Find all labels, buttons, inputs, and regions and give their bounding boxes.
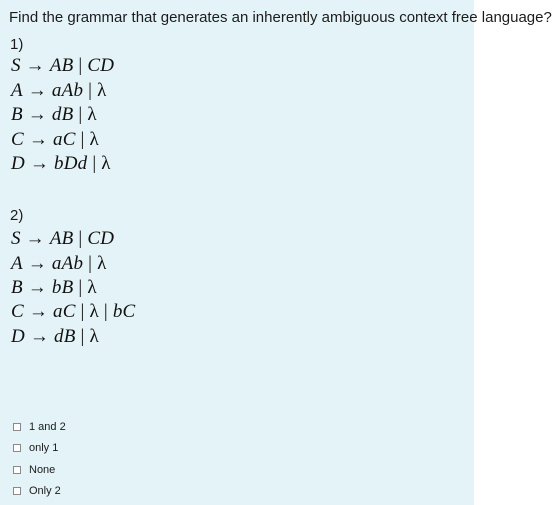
- grammar-2-rule-5: D → dB | λ: [11, 326, 99, 347]
- grammar-1-rule-4: C → aC | λ: [11, 129, 99, 150]
- radio-button[interactable]: [13, 487, 21, 495]
- option-1-and-2[interactable]: [13, 416, 66, 438]
- grammar-2-rule-2: A → aAb | λ: [11, 253, 107, 274]
- option-label: only 1: [29, 442, 59, 455]
- grammar-1-rule-1: S → AB | CD: [11, 55, 115, 76]
- answer-options: [13, 416, 66, 502]
- radio-button[interactable]: [13, 423, 21, 431]
- option-label: None: [29, 463, 56, 476]
- grammar-1-label: 1): [10, 36, 24, 53]
- option-none[interactable]: [13, 459, 66, 481]
- grammar-2-label: 2): [10, 207, 24, 224]
- option-only-2[interactable]: [13, 481, 66, 503]
- grammar-2-rule-4: C → aC | λ | bC: [11, 301, 136, 322]
- radio-button[interactable]: [13, 466, 21, 474]
- grammar-2-rule-3: B → bB | λ: [11, 277, 97, 298]
- option-label: Only 2: [29, 485, 61, 498]
- grammar-2-rule-1: S → AB | CD: [11, 228, 115, 249]
- grammar-1-rule-5: D → bDd | λ: [11, 153, 111, 174]
- option-label: 1 and 2: [29, 420, 66, 433]
- option-only-1[interactable]: [13, 438, 66, 460]
- grammar-1-rule-3: B → dB | λ: [11, 104, 97, 125]
- question-text: Find the grammar that generates an inherently ambiguous context free language?: [9, 9, 552, 26]
- radio-button[interactable]: [13, 444, 21, 452]
- grammar-1-rule-2: A → aAb | λ: [11, 80, 107, 101]
